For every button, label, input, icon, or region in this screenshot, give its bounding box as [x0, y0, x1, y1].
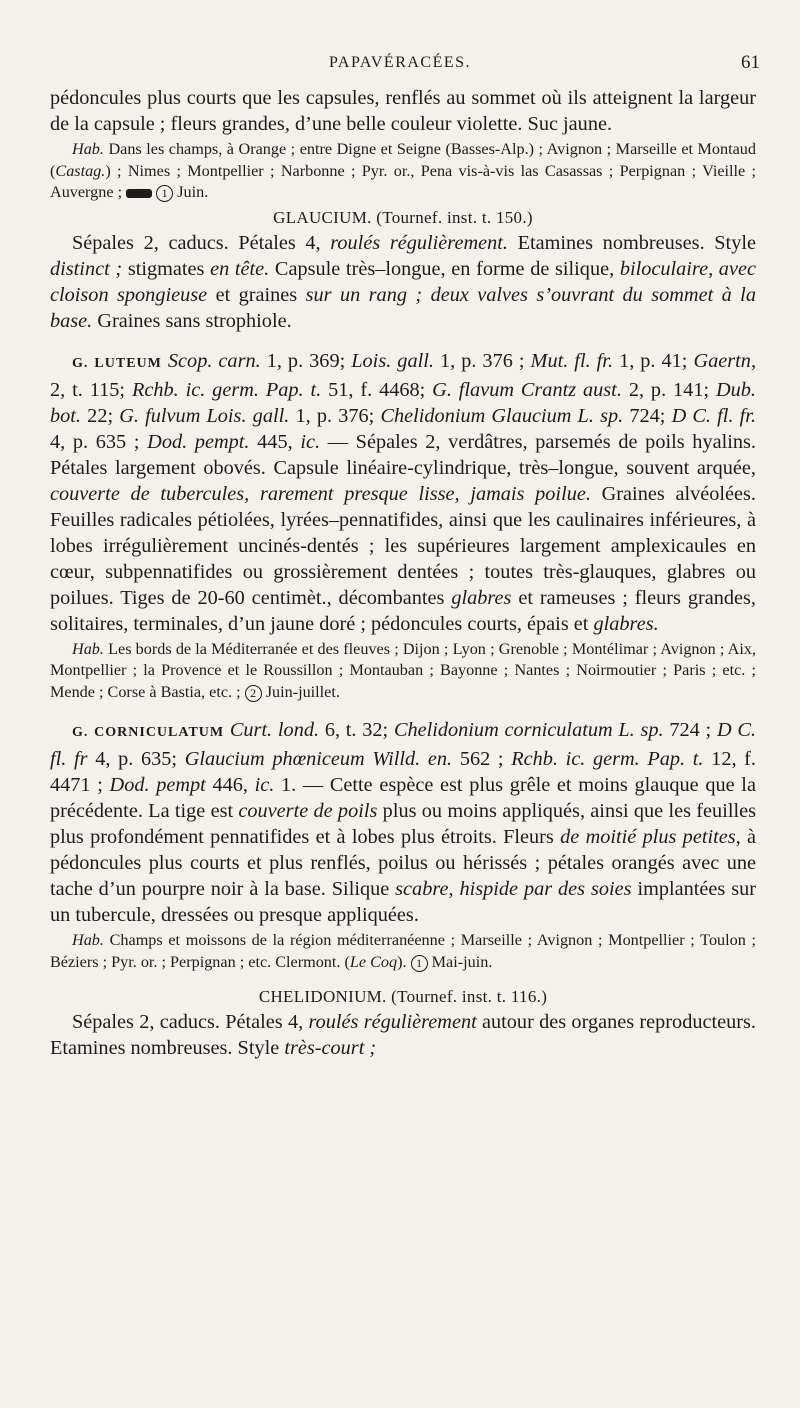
- habitat-label: Hab.: [72, 140, 104, 158]
- species-abbr: G.: [72, 725, 89, 740]
- genus-description-chelidonium: Sépales 2, caducs. Pétales 4, roulés régulièrement autour des organes reproducteurs. Etamines nombreuses. Style très-court ;: [50, 1011, 756, 1059]
- species-name: LUTEUM: [94, 355, 162, 371]
- page-body: [50, 85, 756, 1061]
- genus-heading-chelidonium: CHELIDONIUM. (Tournef. inst. t. 116.): [258, 987, 548, 1006]
- species-glaucium-luteum: G. LUTEUM Scop. carn. 1, p. 369; Lois. gall. 1, p. 376 ; Mut. fl. fr. 1, p. 41; Gaertn, 2, t. 115; Rchb. ic. germ. Pap. t. 51, f. 4468; G. flavum Crantz aust. 2, p. 141; Dub. bot. 22; G. fulvum Lois. gall. 1, p. 376; Chelidonium Glaucium L. sp. 724; D C. fl. fr. 4, p. 635 ; Dod. pempt. 445, ic. — Sépales 2, verdâtres, parsemés de poils hyalins. Pétales largement obovés. Capsule linéaire-cylindrique, très–longue, souvent arquée, couverte de tubercules, rarement presque lisse, jamais poilue. Graines alvéolées. Feuilles radicales pétiolées, lyrées–pennatifides, ainsi que les caulinaires inférieures, à lobes irrégulièrement uncinés-dentés ; les supérieures largement amplexicaules en cœur, subpennatifides ou grossièrement dentées ; toutes très-glauques, glabres ou poilues. Tiges de 20-60 centimèt., décombantes glabres et rameuses ; fleurs grandes, solitaires, terminales, d’un jaune doré ; pédoncules courts, épais et glabres.: [50, 349, 757, 635]
- habitat-label: Hab.: [72, 931, 104, 949]
- species-abbr: G.: [72, 355, 89, 371]
- perennial-symbol-icon: 1: [156, 185, 173, 202]
- running-title: PAPAVÉRACÉES.: [328, 54, 472, 71]
- page-number: 61: [741, 52, 760, 73]
- genus-description-glaucium: Sépales 2, caducs. Pétales 4, roulés régulièrement. Etamines nombreuses. Style distinct ; stigmates en tête. Capsule très–longue, en forme de silique, biloculaire, avec cloison spongieuse et graines sur un rang ; deux valves s’ouvrant du sommet à la base. Graines sans strophiole.: [50, 231, 756, 332]
- perennial-symbol-icon: 1: [411, 955, 428, 972]
- habitat-glaucium-luteum: Hab. Les bords de la Méditerranée et des fleuves ; Dijon ; Lyon ; Grenoble ; Montélimar ; Avignon ; Aix, Montpellier ; la Provence et le Roussillon ; Montauban ; Bayonne ; Nantes ; Noirmoutier ; Paris ; etc. ; Mende ; Corse à Bastia, etc. ; 2 Juin-juillet.: [50, 639, 756, 701]
- habitat-papaver: Hab. Dans les champs, à Orange ; entre Digne et Seigne (Basses-Alp.) ; Avignon ; Marseille et Montaud (Castag.) ; Nimes ; Montpellier ; Narbonne ; Pyr. or., Pena vis-à-vis las Casassas ; Perpignan ; Vieille ; Auvergne ; 1 Juin.: [50, 140, 756, 201]
- biennial-symbol-icon: 2: [245, 685, 262, 702]
- continued-paragraph: pédoncules plus courts que les capsules, renflés au sommet où ils atteignent la largeur de la capsule ; fleurs grandes, d’une belle couleur violette. Suc jaune.: [50, 87, 756, 135]
- habitat-glaucium-corniculatum: Hab. Champs et moissons de la région méditerranéenne ; Marseille ; Avignon ; Montpellier ; Toulon ; Béziers ; Pyr. or. ; Perpignan ; etc. Clermont. (Le Coq). 1 Mai-juin.: [50, 931, 756, 971]
- blot-mark-icon: [126, 189, 152, 198]
- page-header: [0, 50, 800, 78]
- species-name: CORNICULATUM: [94, 725, 225, 740]
- genus-heading-glaucium: GLAUCIUM. (Tournef. inst. t. 150.): [273, 207, 533, 227]
- species-glaucium-corniculatum: G. CORNICULATUM Curt. lond. 6, t. 32; Chelidonium corniculatum L. sp. 724 ; D C. fl. fr 4, p. 635; Glaucium phœniceum Willd. en. 562 ; Rchb. ic. germ. Pap. t. 12, f. 4471 ; Dod. pempt 446, ic. 1. — Cette espèce est plus grêle et moins glauque que la précédente. La tige est couverte de poils plus ou moins appliqués, ainsi que les feuilles plus profondément pennatifides et à lobes plus étroits. Fleurs de moitié plus petites, à pédoncules plus courts et plus renflés, poilus ou hérissés ; pétales orangés avec une tache d’un pourpre noir à la base. Silique scabre, hispide par des soies implantées sur un tubercule, dressées ou presque appliquées.: [50, 719, 757, 926]
- habitat-label: Hab.: [72, 639, 104, 658]
